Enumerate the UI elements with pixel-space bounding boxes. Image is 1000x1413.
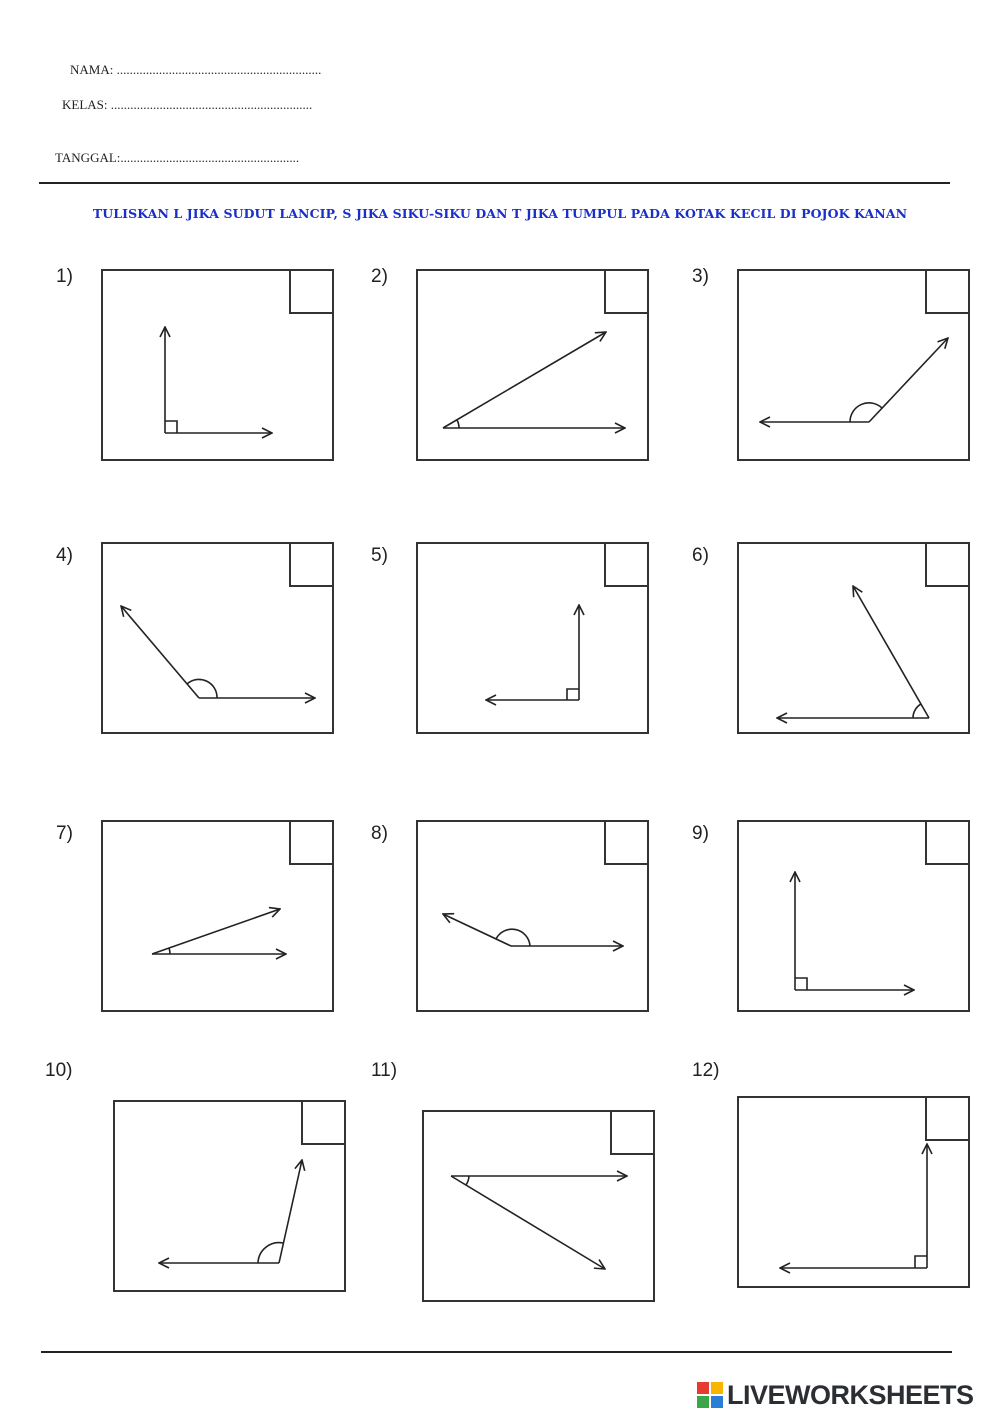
question-9-label: 9) xyxy=(692,823,709,844)
liveworksheets-logo xyxy=(697,1378,974,1412)
angle-figure-6 xyxy=(777,586,929,718)
question-8-label: 8) xyxy=(371,823,388,844)
angle-figure-12 xyxy=(780,1144,927,1268)
question-10-label: 10) xyxy=(45,1060,73,1081)
angle-figure-8 xyxy=(443,914,623,946)
question-12-label: 12) xyxy=(692,1060,720,1081)
question-7-label: 7) xyxy=(56,823,73,844)
question-3-label: 3) xyxy=(692,266,709,287)
angle-figure-10 xyxy=(159,1160,302,1263)
name-field[interactable]: NAMA: ............................................................... xyxy=(70,62,322,77)
footer-divider xyxy=(41,1351,952,1353)
brand-name: LIVEWORKSHEETS xyxy=(727,1379,974,1410)
logo-squares-icon xyxy=(697,1382,723,1408)
question-6-label: 6) xyxy=(692,545,709,566)
question-2-label: 2) xyxy=(371,266,388,287)
instruction-text: TULISKAN L JIKA SUDUT LANCIP, S JIKA SIKU-SIKU DAN T JIKA TUMPUL PADA KOTAK KECIL DI POJOK KANAN xyxy=(92,206,908,221)
question-1-label: 1) xyxy=(56,266,73,287)
question-11-label: 11) xyxy=(371,1060,398,1081)
class-field[interactable]: KELAS: .............................................................. xyxy=(62,97,313,112)
date-field[interactable]: TANGGAL:....................................................... xyxy=(55,150,300,165)
angle-figure-1 xyxy=(165,327,272,433)
angle-figure-7 xyxy=(152,909,286,954)
question-5-label: 5) xyxy=(371,545,388,566)
angle-figure-3 xyxy=(760,338,948,422)
angle-figure-4 xyxy=(121,606,315,698)
question-4-label: 4) xyxy=(56,545,73,566)
angle-figure-11 xyxy=(451,1176,627,1269)
angle-figure-5 xyxy=(486,605,579,700)
angle-figure-9 xyxy=(795,872,914,990)
angle-figure-2 xyxy=(443,332,625,428)
